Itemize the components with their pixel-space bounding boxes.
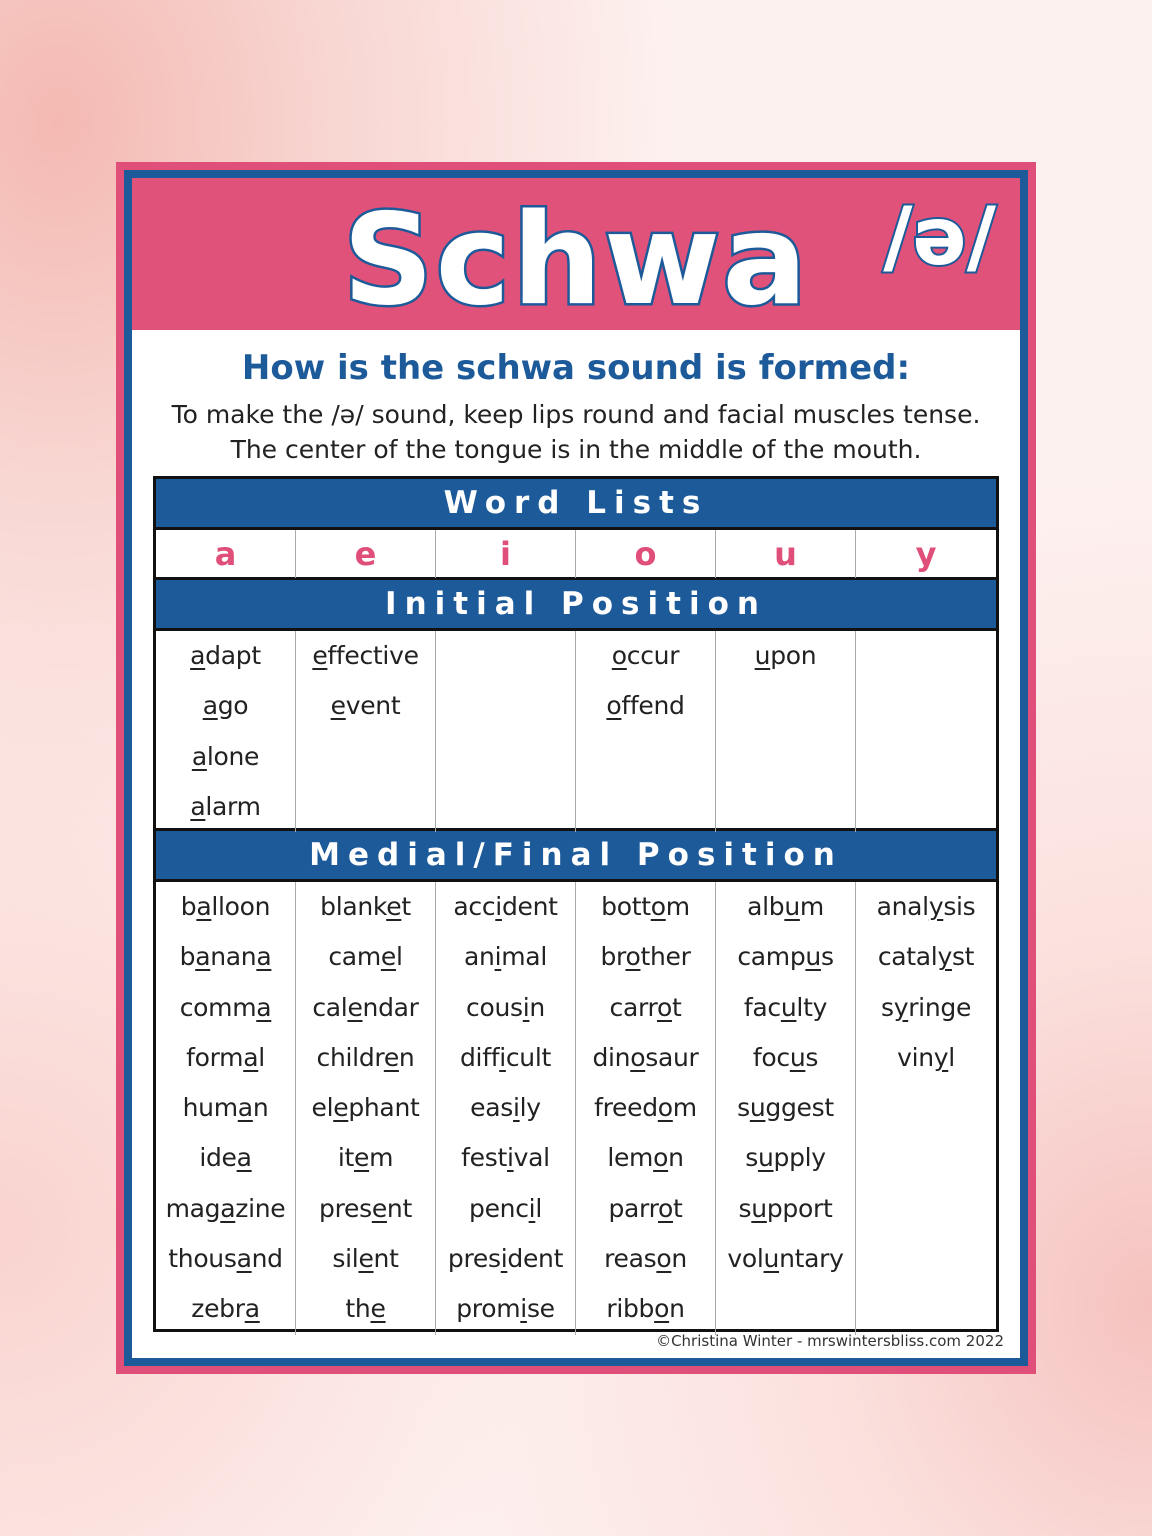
schwa-letter: a: [220, 1193, 236, 1223]
schwa-letter: e: [354, 1143, 370, 1173]
word: parrot: [608, 1193, 683, 1223]
word: vinyl: [897, 1042, 955, 1072]
schwa-letter: e: [371, 1193, 387, 1223]
schwa-letter: a: [202, 691, 218, 721]
schwa-letter: a: [236, 1244, 252, 1274]
word: upon: [754, 641, 817, 670]
word: item: [337, 1143, 394, 1173]
schwa-letter: o: [658, 1193, 674, 1223]
schwa-letter: e: [347, 992, 363, 1022]
poster-inner: [124, 170, 1028, 1366]
schwa-letter: y: [933, 1042, 949, 1072]
schwa-letter: o: [630, 1042, 646, 1072]
word: reason: [604, 1244, 687, 1274]
word: album: [747, 892, 824, 921]
schwa-letter: e: [383, 1042, 399, 1072]
word: pencil: [469, 1193, 542, 1223]
word: adapt: [190, 641, 261, 670]
schwa-letter: i: [495, 892, 502, 921]
schwa-letter: y: [937, 942, 952, 972]
column-a: [156, 882, 296, 1335]
word: supply: [745, 1143, 826, 1173]
medial-final-position-header: Medial/Final Position: [156, 831, 996, 882]
word: the: [345, 1294, 386, 1324]
schwa-letter: u: [784, 892, 800, 921]
word-list-table: [153, 476, 999, 1332]
schwa-letter: i: [513, 1093, 520, 1123]
word: festival: [461, 1143, 550, 1173]
word: banana: [179, 942, 272, 972]
column-a: [156, 631, 296, 832]
word: brother: [600, 942, 691, 972]
schwa-letter: u: [749, 1093, 766, 1123]
word: suggest: [737, 1093, 834, 1123]
word: analysis: [876, 892, 976, 921]
schwa-letter: a: [237, 1093, 253, 1123]
schwa-letter: a: [195, 942, 211, 972]
vowel-letters-row: [156, 530, 996, 580]
schwa-letter: i: [500, 1244, 508, 1274]
vowel-letter-o: o: [576, 530, 716, 578]
word-lists-header: Word Lists: [156, 479, 996, 530]
word: human: [182, 1093, 269, 1123]
word: cousin: [466, 992, 545, 1022]
word: blanket: [320, 892, 411, 921]
word: easily: [470, 1093, 541, 1123]
schwa-letter: e: [312, 641, 328, 670]
word: accident: [453, 892, 558, 921]
word: event: [330, 691, 401, 721]
word: calendar: [312, 992, 419, 1022]
word: faculty: [743, 992, 828, 1022]
schwa-letter: i: [528, 1193, 536, 1223]
schwa-letter: a: [243, 1042, 259, 1072]
word: ribbon: [606, 1294, 685, 1324]
column-u: [716, 882, 856, 1335]
word: carrot: [609, 992, 682, 1022]
schwa-letter: e: [358, 1244, 374, 1274]
schwa-letter: o: [654, 1294, 670, 1324]
column-i: [436, 631, 576, 832]
schwa-letter: e: [380, 942, 396, 972]
schwa-letter: i: [494, 942, 502, 972]
schwa-letter: i: [522, 992, 530, 1022]
initial-position-words: [156, 631, 996, 831]
schwa-letter: a: [190, 791, 206, 821]
schwa-letter: y: [893, 992, 909, 1022]
word: alone: [191, 741, 260, 771]
word: comma: [179, 992, 272, 1022]
schwa-letter: a: [256, 992, 272, 1022]
word: promise: [456, 1294, 555, 1324]
schwa-letter: o: [606, 691, 622, 721]
word: bottom: [601, 892, 690, 921]
word: ago: [202, 691, 249, 721]
schwa-letter: y: [928, 892, 944, 921]
description-line-2: The center of the tongue is in the middle of the mouth.: [230, 435, 922, 464]
schwa-letter: e: [386, 892, 402, 921]
schwa-letter: u: [751, 1193, 767, 1223]
column-y: [856, 631, 996, 832]
column-o: [576, 882, 716, 1335]
word: magazine: [165, 1193, 286, 1223]
schwa-letter: o: [657, 1093, 673, 1123]
column-o: [576, 631, 716, 832]
word: balloon: [180, 892, 271, 921]
word: support: [738, 1193, 833, 1223]
word: difficult: [459, 1042, 551, 1072]
schwa-letter: i: [520, 1294, 527, 1324]
word: catalyst: [877, 942, 975, 972]
schwa-letter: i: [506, 1143, 514, 1173]
word: present: [319, 1193, 412, 1223]
schwa-letter: a: [196, 892, 212, 921]
word: focus: [752, 1042, 819, 1072]
schwa-letter: o: [611, 641, 627, 670]
word: idea: [199, 1143, 252, 1173]
schwa-letter: o: [653, 1143, 669, 1173]
medial-final-position-words: [156, 882, 996, 1335]
schwa-letter: u: [763, 1244, 780, 1274]
word: freedom: [594, 1093, 697, 1123]
description-line-1: To make the /ə/ sound, keep lips round and facial muscles tense.: [171, 400, 981, 429]
word: offend: [606, 691, 685, 721]
question-heading: How is the schwa sound is formed:: [241, 348, 911, 388]
schwa-letter: o: [650, 892, 666, 921]
vowel-letter-e: e: [296, 530, 436, 578]
word: alarm: [190, 791, 261, 821]
vowel-letter-y: y: [915, 535, 937, 573]
schwa-letter: a: [236, 1143, 252, 1173]
word: occur: [611, 641, 680, 670]
word: syringe: [880, 992, 972, 1022]
schwa-letter: e: [330, 691, 346, 721]
schwa-poster: [116, 162, 1036, 1374]
word: animal: [464, 942, 547, 972]
word: zebra: [191, 1294, 260, 1324]
column-y: [856, 882, 996, 1335]
schwa-letter: a: [190, 641, 206, 670]
word: effective: [312, 641, 419, 670]
word: lemon: [607, 1143, 684, 1173]
initial-position-header: Initial Position: [156, 580, 996, 631]
copyright: ©Christina Winter - mrswintersbliss.com 2022: [656, 1332, 1004, 1350]
schwa-letter: a: [191, 741, 207, 771]
vowel-letter-a: a: [156, 530, 296, 578]
schwa-letter: a: [244, 1294, 260, 1324]
word: president: [447, 1244, 564, 1274]
schwa-letter: o: [625, 942, 641, 972]
schwa-letter: o: [656, 992, 672, 1022]
schwa-letter: u: [754, 641, 771, 670]
word: campus: [737, 942, 834, 972]
schwa-letter: e: [370, 1294, 386, 1324]
poster-title: Schwa: [342, 186, 810, 333]
word: children: [316, 1042, 415, 1072]
column-u: [716, 631, 856, 832]
schwa-letter: a: [256, 942, 272, 972]
vowel-letter-u: u: [716, 530, 856, 578]
word: elephant: [311, 1093, 420, 1123]
ipa-symbol: /ə/: [883, 190, 996, 283]
schwa-letter: e: [333, 1093, 349, 1123]
column-e: [296, 882, 436, 1335]
schwa-letter: u: [757, 1143, 774, 1173]
vowel-letter-i: i: [436, 530, 576, 578]
word: camel: [328, 942, 403, 972]
schwa-letter: i: [499, 1042, 506, 1072]
column-i: [436, 882, 576, 1335]
poster-header: [132, 178, 1020, 333]
word: dinosaur: [592, 1042, 699, 1072]
schwa-letter: o: [656, 1244, 672, 1274]
word: formal: [186, 1042, 265, 1072]
schwa-letter: u: [780, 992, 797, 1022]
column-e: [296, 631, 436, 832]
word: silent: [332, 1244, 399, 1274]
schwa-letter: u: [805, 942, 821, 972]
word: voluntary: [727, 1244, 844, 1274]
word: thousand: [168, 1244, 283, 1274]
schwa-letter: u: [789, 1042, 806, 1072]
